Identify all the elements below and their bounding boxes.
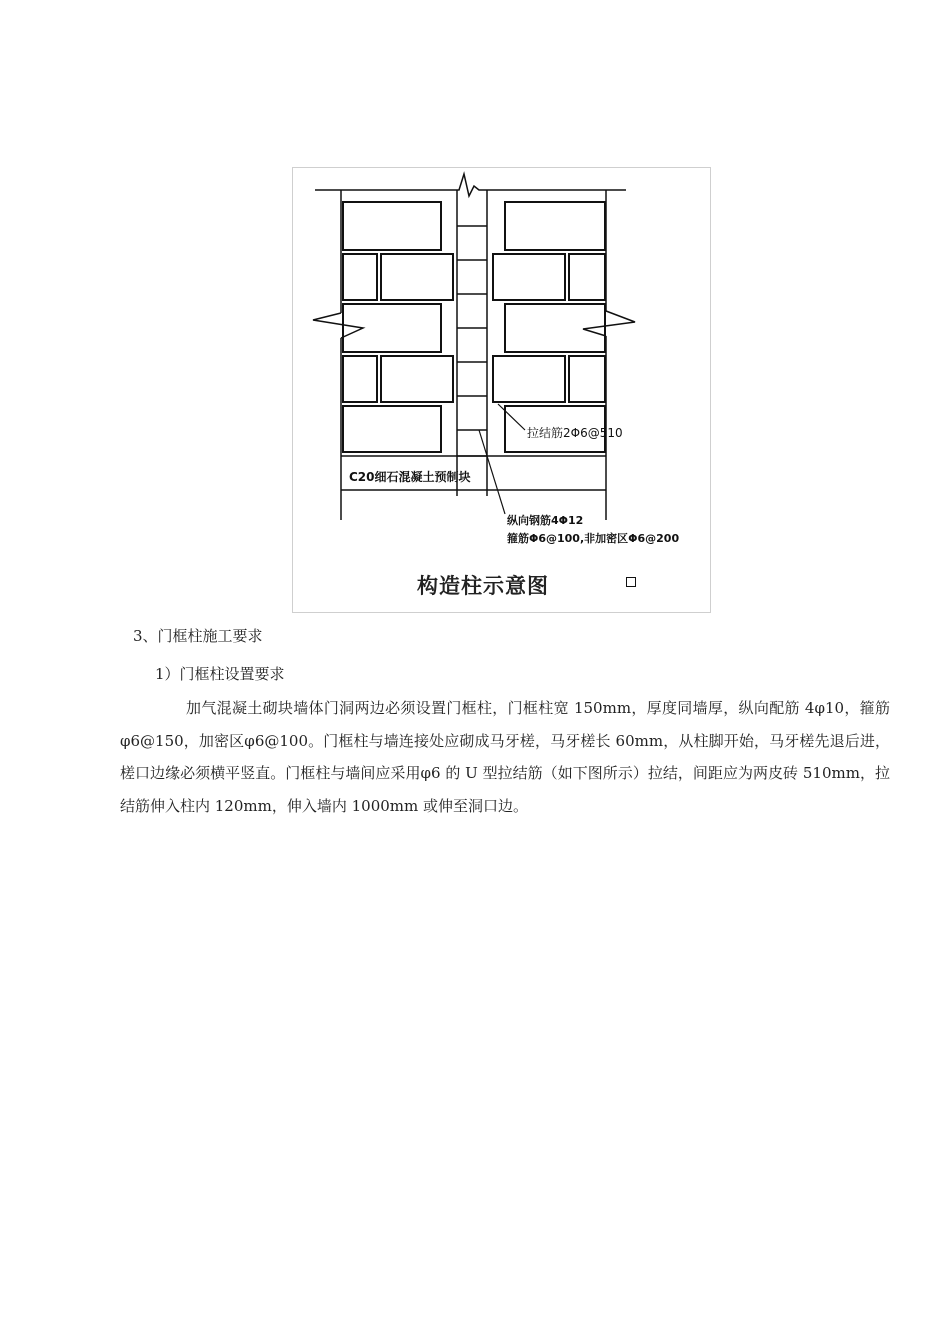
checkbox-placeholder (626, 577, 636, 587)
tie-bar-label: 拉结筋2Φ6@510 (527, 426, 623, 440)
column-outline (457, 190, 487, 496)
column-diagram (292, 167, 711, 613)
rebar-leader (479, 430, 505, 514)
body-paragraph: 加气混凝土砌块墙体门洞两边必须设置门框柱，门框柱宽 150mm，厚度同墙厚，纵向配筋 4φ10，箍筋φ6@150，加密区φ6@100。门框柱与墙连接处应砌成马牙槎，马牙槎长 60mm，从柱脚开始，马牙槎先退后进，槎口边缘必须横平竖直。门框柱与墙间应采用φ6 的 U 型拉结筋（如下图所示）拉结，间距应为两皮砖 510mm，拉结筋伸入柱内 120mm，伸入墙内 1000mm 或伸至洞口边。 (120, 699, 890, 815)
section-heading: 3、门框柱施工要求 (133, 627, 263, 645)
right-break-mark (583, 311, 635, 336)
left-break-mark (313, 313, 363, 338)
rebar-label-2: 箍筋Φ6@100,非加密区Φ6@200 (507, 532, 680, 545)
tie-bar-leader (498, 404, 525, 430)
top-break-line (315, 174, 626, 196)
rebar-label-1: 纵向钢筋4Φ12 (507, 514, 584, 527)
concrete-block-label: C20细石混凝土预制块 (349, 470, 471, 484)
subsection-heading: 1）门框柱设置要求 (155, 665, 285, 683)
figure-caption: 构造柱示意图 (417, 574, 549, 598)
right-bricks (493, 202, 605, 452)
column-diagram-drawing (293, 168, 712, 614)
column-stirrups (457, 226, 487, 456)
